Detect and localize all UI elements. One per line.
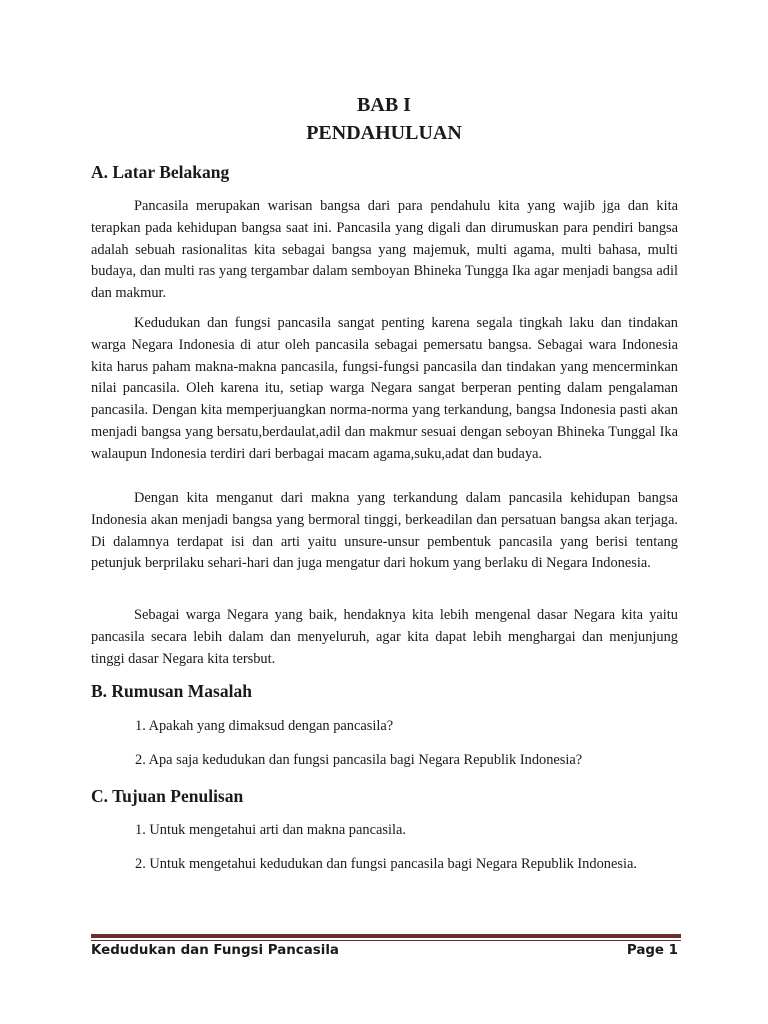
chapter-title: PENDAHULUAN xyxy=(306,122,462,144)
paragraph-3: Dengan kita menganut dari makna yang terkandung dalam pancasila kehidupan bangsa Indonesia akan menjadi bangsa yang bermoral tinggi, berkeadilan dan persatuan bangsa akan terjaga. Di dalamnya terdapat isi dan arti yaitu unsure-unsur pembentuk pancasila yang berisi tentang petunjuk berprilaku sehari-hari dan juga mengatur dari hokum yang berlaku di Negara Indonesia. xyxy=(91,490,678,572)
list-item: 2. Apa saja kedudukan dan fungsi pancasila bagi Negara Republik Indonesia? xyxy=(135,752,583,768)
footer-rule-thin xyxy=(91,940,681,941)
list-item: 2. Untuk mengetahui kedudukan dan fungsi pancasila bagi Negara Republik Indonesia. xyxy=(135,856,637,872)
footer-rule-thick xyxy=(91,934,681,938)
section-heading-rumusan-masalah: B. Rumusan Masalah xyxy=(91,681,252,701)
section-heading-latar-belakang: A. Latar Belakang xyxy=(91,162,230,182)
footer-title: Kedudukan dan Fungsi Pancasila xyxy=(91,943,339,958)
paragraph-1: Pancasila merupakan warisan bangsa dari para pendahulu kita yang wajib jga dan kita terapkan pada kehidupan bangsa saat ini. Pancasila yang digali dan dirumuskan para pendiri bangsa adalah sebuah rasionalitas kita sebagai bangsa yang majemuk, multi agama, multi bahasa, multi budaya, dan multi ras yang tergambar dalam semboyan Bhineka Tungga Ika agar menjadi bangsa adil dan makmur. xyxy=(91,198,678,302)
list-item: 1. Untuk mengetahui arti dan makna pancasila. xyxy=(135,822,406,838)
section-heading-tujuan-penulisan: C. Tujuan Penulisan xyxy=(91,786,244,806)
chapter-number: BAB I xyxy=(357,94,411,116)
list-item: 1. Apakah yang dimaksud dengan pancasila? xyxy=(135,718,394,734)
paragraph-2: Kedudukan dan fungsi pancasila sangat penting karena segala tingkah laku dan tindakan warga Negara Indonesia di atur oleh pancasila sebagai pemersatu bangsa. Sebagai wara Indonesia kita harus paham makna-makna pancasila, fungsi-fungsi pancasila dan tindakan yang mencerminkan nilai pancasila. Oleh karena itu, setiap warga Negara sangat berperan penting dalam pengalaman pancasila. Dengan kita memperjuangkan norma-norma yang terkandung, bangsa Indonesia pasti akan menjadi bangsa yang bersatu,berdaulat,adil dan makmur sesuai dengan seboyan Bhineka Tunggal Ika walaupun Indonesia terdiri dari berbagai macam agama,suku,adat dan budaya. xyxy=(91,315,678,462)
page-number: Page 1 xyxy=(626,943,678,958)
paragraph-4: Sebagai warga Negara yang baik, hendaknya kita lebih mengenal dasar Negara kita yaitu pancasila secara lebih dalam dan menyeluruh, agar kita dapat lebih menghargai dan menjunjung tinggi dasar Negara kita tersbut. xyxy=(91,607,678,667)
